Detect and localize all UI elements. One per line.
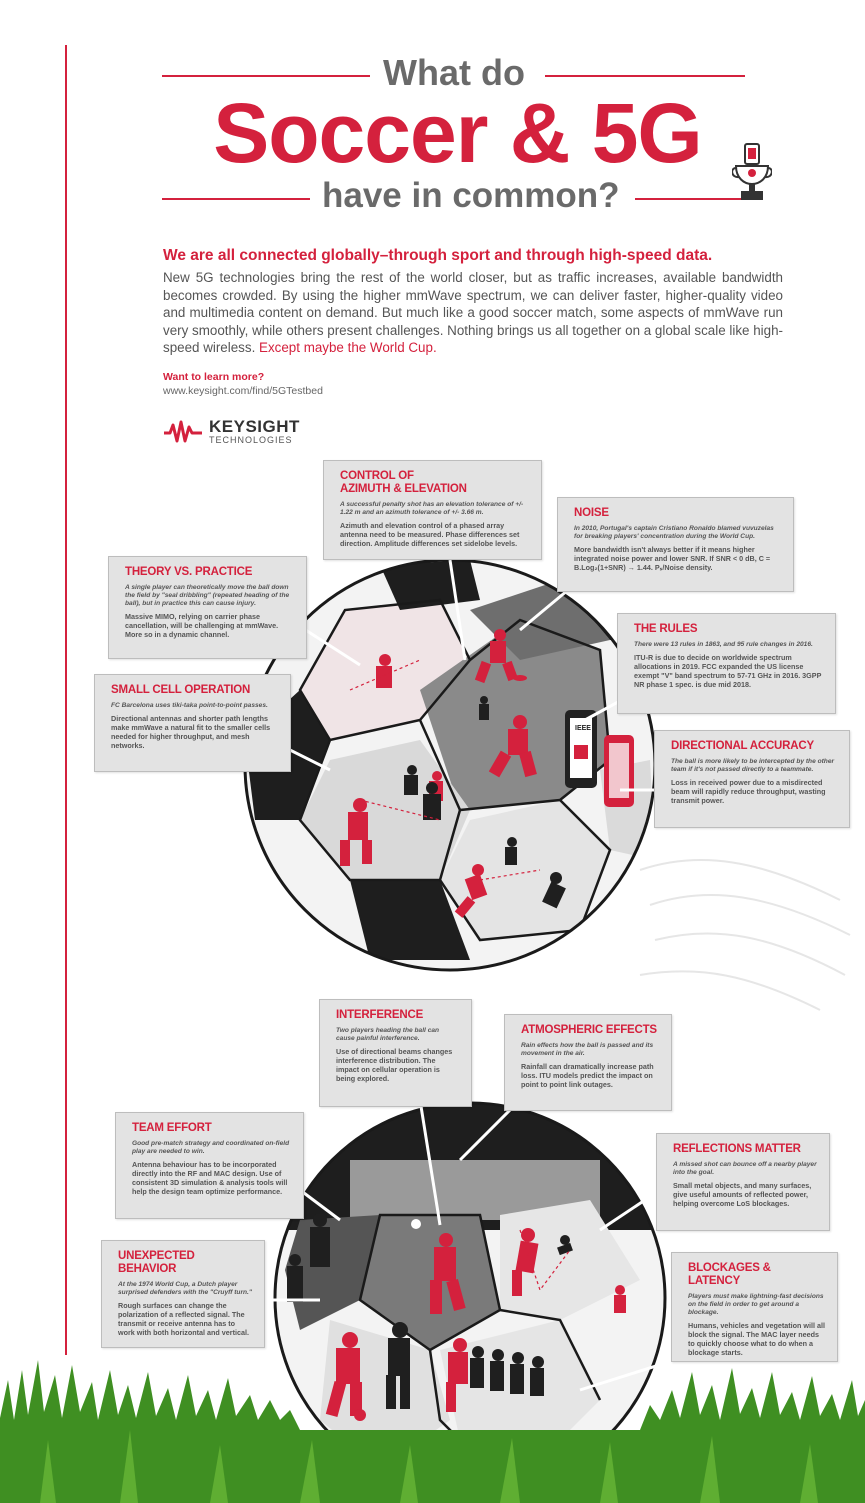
callout-small-cell-body: Directional antennas and shorter path lengths make mmWave a natural fit to the smaller cells needed for higher throughput, and mesh networks. [111, 714, 271, 750]
callout-control-title-line1: CONTROL OF [340, 470, 414, 482]
callout-reflections-title: REFLECTIONS MATTER [673, 1143, 801, 1155]
callout-rules-title: THE RULES [634, 623, 698, 635]
callout-directional-fact: The ball is more likely to be intercepted by the other team if it's not passed directly to a teammate. [671, 758, 835, 773]
callout-noise-fact: In 2010, Portugal's captain Cristiano Ronaldo blamed vuvuzelas for breaking players' concentration during the World Cup. [574, 525, 774, 540]
callout-interference-body: Use of directional beams changes interference distribution. The impact on cellular operation is being explored. [336, 1047, 453, 1083]
callout-directional-accuracy [654, 730, 850, 828]
callout-interference-title: INTERFERENCE [336, 1009, 424, 1021]
callout-theory-practice [108, 556, 307, 659]
callout-the-rules [617, 613, 836, 714]
callout-team-effort [115, 1112, 304, 1219]
callout-noise [557, 497, 794, 592]
callout-blockages-body: Humans, vehicles and vegetation will all block the signal. The MAC layer needs to quickly choose what to do when a blockage starts. [688, 1321, 826, 1357]
callout-atmospheric-effects [504, 1014, 672, 1111]
title-line-3: have in common? [322, 176, 620, 215]
logo-subtitle: TECHNOLOGIES [209, 435, 293, 445]
callout-blockages-latency [671, 1252, 838, 1362]
callout-theory-fact: A single player can theoretically move the ball down the field by "seal dribbling" (repeated heading of the ball), but in practice this can cause injury. [125, 584, 290, 607]
callout-reflections-matter [656, 1133, 830, 1231]
phone-screen-label: IEEE [575, 725, 591, 732]
callout-noise-body: More bandwidth isn't always better if it means higher integrated noise power and lower SNR. If SNR < 0 dB, C = B.Log₂(1+SNR) → 1.44. Pₛ/Noise density. [574, 545, 771, 572]
callout-atmospheric-title: ATMOSPHERIC EFFECTS [521, 1024, 657, 1036]
callout-rules-fact: There were 13 rules in 1863, and 95 rule changes in 2016. [634, 641, 813, 648]
title-line-1: What do [383, 52, 525, 93]
callout-atmospheric-body: Rainfall can dramatically increase path loss. ITU models predict the impact on point to point link outages. [521, 1062, 654, 1089]
callout-control-body: Azimuth and elevation control of a phased array antenna need to be measured. Phase differences set direction. Amplitude differences set sidelobe levels. [340, 521, 520, 548]
callout-blockages-fact: Players must make lightning-fast decisions on the field in order to get around a blockage. [688, 1293, 824, 1316]
callout-team-body: Antenna behaviour has to be incorporated directly into the RF and MAC design. Use of consistent 3D simulation & analysis tools will help the design team optimize performance. [132, 1160, 288, 1196]
callout-theory-body: Massive MIMO, relying on carrier phase cancellation, will be challenging at mmWave. More so in a dynamic channel. [125, 612, 279, 639]
callout-interference [319, 999, 472, 1107]
callout-interference-fact: Two players heading the ball can cause painful interference. [336, 1027, 440, 1042]
callout-unexpected-body: Rough surfaces can change the polarization of a reflected signal. The transmit or receive antenna has to work with both horizontal and vertical. [118, 1301, 249, 1337]
intro-body-text: New 5G technologies bring the rest of the world closer, but as traffic increases, available bandwidth becomes crowded. By using the higher mmWave spectrum, we can deliver faster, higher-quality video and multimedia content on demand. But much like a good soccer match, some aspects of mmWave run very smoothly, while others present challenges. Nothing brings us all together on a global scale like high-speed wireless. [163, 270, 783, 355]
callout-rules-body: ITU-R is due to decide on worldwide spectrum allocations in 2019. FCC expanded the US license exempt "V" band spectrum to 57-71 GHz in 2016. 3GPP NR phase 1 spec. is due mid 2018. [634, 653, 822, 689]
logo-name: KEYSIGHT [209, 417, 300, 436]
intro-lead: We are all connected globally–through sport and through high-speed data. [163, 247, 713, 264]
callout-small-cell-fact: FC Barcelona uses tiki-taka point-to-point passes. [111, 702, 268, 709]
callout-control-azimuth-elevation [323, 460, 542, 560]
callout-reflections-fact: A missed shot can bounce off a nearby player into the goal. [673, 1161, 817, 1176]
callout-directional-body: Loss in received power due to a misdirected beam will rapidly reduce throughput, wasting transmit power. [671, 778, 826, 805]
callout-atmospheric-fact: Rain effects how the ball is passed and its movement in the air. [521, 1042, 654, 1057]
callout-blockages-title: BLOCKAGES & LATENCY [688, 1262, 771, 1287]
callout-team-title: TEAM EFFORT [132, 1122, 212, 1134]
callout-unexpected-fact: At the 1974 World Cup, a Dutch player surprised defenders with the "Cruyff turn." [118, 1281, 252, 1296]
callout-team-fact: Good pre-match strategy and coordinated on-field play are needed to win. [132, 1140, 290, 1155]
callout-unexpected-title: UNEXPECTED BEHAVIOR [118, 1250, 195, 1275]
learn-more-question: Want to learn more? [163, 371, 265, 383]
callout-theory-title: THEORY VS. PRACTICE [125, 566, 253, 578]
page-title: Soccer & 5G [213, 86, 702, 180]
intro-highlight: Except maybe the World Cup. [259, 340, 437, 355]
callout-reflections-body: Small metal objects, and many surfaces, give useful amounts of reflected power, helping overcome LoS blockages. [673, 1181, 812, 1208]
callout-noise-title: NOISE [574, 507, 609, 519]
callout-control-title [340, 470, 529, 496]
learn-more-link[interactable]: www.keysight.com/find/5GTestbed [163, 385, 323, 397]
callout-control-fact: A successful penalty shot has an elevation tolerance of +/- 1.22 m and an azimuth tolerance of +/- 3.66 m. [340, 501, 524, 516]
trophy-phone-icon [732, 142, 772, 204]
callout-small-cell [94, 674, 291, 772]
callout-directional-title: DIRECTIONAL ACCURACY [671, 740, 814, 752]
callout-control-title-line2: AZIMUTH & ELEVATION [340, 483, 467, 495]
callout-small-cell-title: SMALL CELL OPERATION [111, 684, 251, 696]
callout-unexpected-behavior [101, 1240, 265, 1348]
